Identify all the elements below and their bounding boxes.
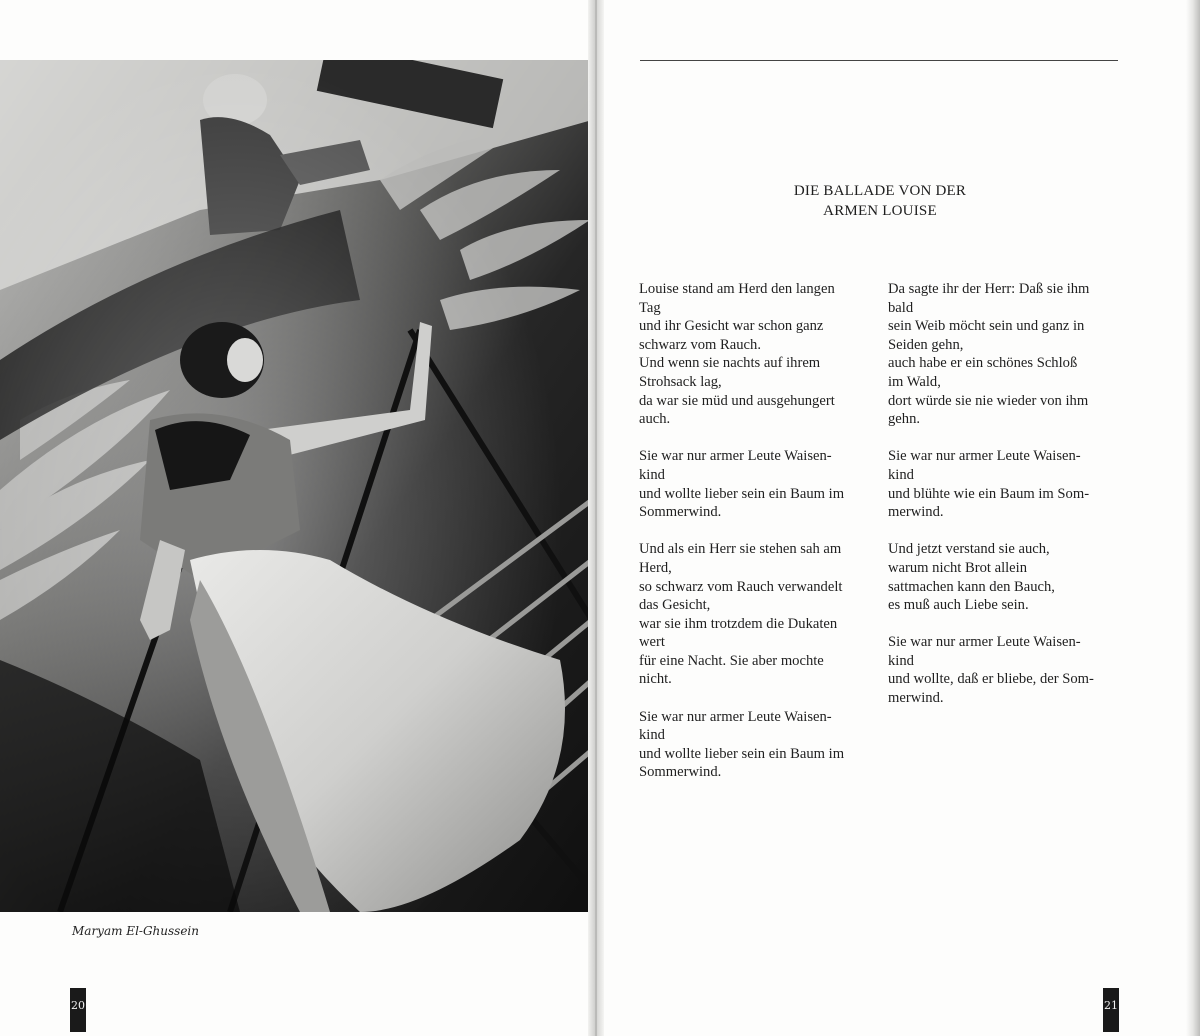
lyric-line: war sie ihm trotzdem die Dukaten — [639, 615, 838, 632]
lyric-line: gehn. — [888, 411, 921, 428]
title-line-2: ARMEN LOUISE — [823, 203, 937, 219]
stanza — [639, 447, 871, 521]
lyric-line: es muß auch Liebe sein. — [888, 597, 1029, 614]
lyric-line: so schwarz vom Rauch verwandelt — [639, 578, 843, 595]
lyric-line: Da sagte ihr der Herr: Daß sie ihm — [888, 281, 1090, 297]
lyric-line: schwarz vom Rauch. — [639, 336, 761, 353]
stanza — [888, 540, 1120, 614]
lyric-line: kind — [888, 466, 914, 483]
lyric-line: Herd, — [639, 559, 672, 576]
lyric-line: für eine Nacht. Sie aber mochte — [639, 652, 824, 669]
lyric-line: Seiden gehn, — [888, 336, 964, 353]
lyric-line: bald — [888, 299, 914, 316]
lyric-line: warum nicht Brot allein — [888, 559, 1028, 576]
page-number-left: 20 — [70, 988, 86, 1032]
lyric-line: Sie war nur armer Leute Waisen- — [888, 634, 1081, 651]
lyrics-column-left — [639, 280, 871, 801]
lyric-line: Louise stand am Herd den langen — [639, 281, 835, 297]
lyric-line: Sommerwind. — [639, 504, 722, 521]
lyric-line: im Wald, — [888, 373, 941, 390]
lyric-line: kind — [888, 652, 914, 669]
lyric-line: und ihr Gesicht war schon ganz — [639, 318, 824, 335]
lyric-line: Tag — [639, 299, 661, 316]
left-page — [0, 0, 596, 1036]
lyric-line: und wollte lieber sein ein Baum im — [639, 745, 845, 762]
stage-photo — [0, 60, 592, 912]
stanza — [888, 280, 1120, 429]
lyric-line: Und jetzt verstand sie auch, — [888, 541, 1050, 558]
lyric-line: da war sie müd und ausgehungert — [639, 392, 835, 409]
stanza — [639, 280, 871, 429]
lyric-line: Strohsack lag, — [639, 373, 722, 390]
page-number-right: 21 — [1103, 988, 1119, 1032]
lyric-line: auch. — [639, 411, 671, 428]
lyric-line: kind — [639, 466, 665, 483]
lyric-line: Und wenn sie nachts auf ihrem — [639, 355, 821, 372]
lyric-line: merwind. — [888, 504, 944, 521]
stanza — [639, 540, 871, 689]
lyric-line: sattmachen kann den Bauch, — [888, 578, 1055, 595]
stanza — [888, 447, 1120, 521]
lyric-line: nicht. — [639, 671, 672, 688]
ballad-title — [700, 181, 1060, 221]
lyric-line: dort würde sie nie wieder von ihm — [888, 392, 1089, 409]
lyric-line: kind — [639, 727, 665, 744]
stage-photo-image — [0, 60, 592, 912]
lyric-line: Sommerwind. — [639, 764, 722, 781]
lyric-line: merwind. — [888, 690, 944, 707]
lyric-line: und blühte wie ein Baum im Som- — [888, 485, 1090, 502]
lyrics-column-right — [888, 280, 1120, 726]
photo-caption: Maryam El-Ghussein — [72, 924, 199, 938]
header-rule — [640, 60, 1118, 61]
book-gutter — [588, 0, 604, 1036]
lyric-line: das Gesicht, — [639, 597, 711, 614]
lyric-line: sein Weib möcht sein und ganz in — [888, 318, 1085, 335]
lyric-line: und wollte, daß er bliebe, der Som- — [888, 671, 1094, 688]
lyric-line: Und als ein Herr sie stehen sah am — [639, 541, 842, 558]
title-line-1: DIE BALLADE VON DER — [793, 183, 967, 199]
lyric-line: und wollte lieber sein ein Baum im — [639, 485, 845, 502]
lyric-line: Sie war nur armer Leute Waisen- — [639, 708, 832, 725]
lyric-line: auch habe er ein schönes Schloß — [888, 355, 1078, 372]
page-edge — [1186, 0, 1200, 1036]
lyric-line: Sie war nur armer Leute Waisen- — [639, 448, 832, 465]
lyric-line: wert — [639, 634, 665, 651]
stanza — [639, 708, 871, 782]
lyric-line: Sie war nur armer Leute Waisen- — [888, 448, 1081, 465]
stanza — [888, 633, 1120, 707]
